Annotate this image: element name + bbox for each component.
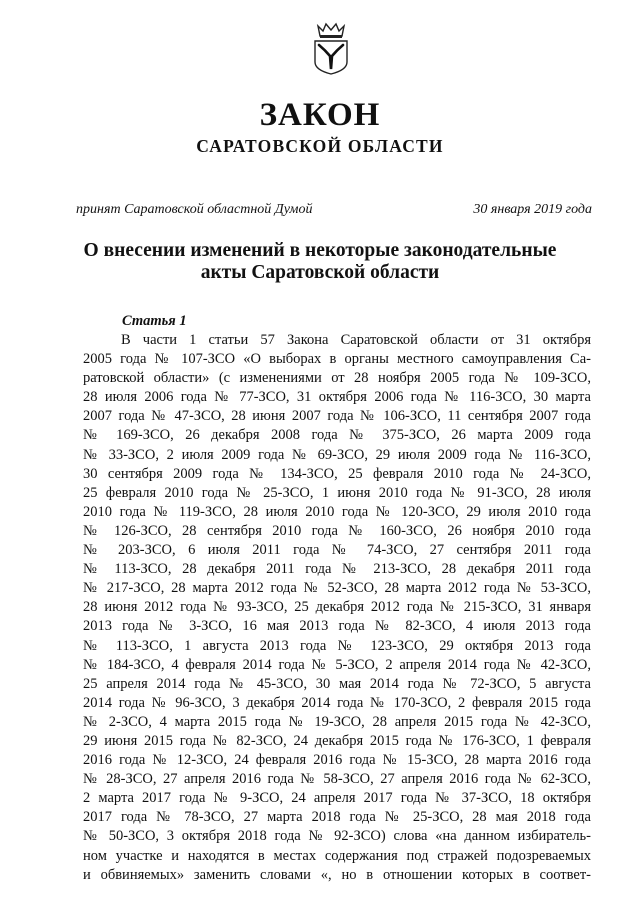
body-line: № 113-ЗСО, 1 августа 2013 года № 123-ЗСО, 29 октября 2013 года [83, 637, 591, 654]
body-line: № 203-ЗСО, 6 июля 2011 года № 74-ЗСО, 27 сентября 2011 года [83, 542, 591, 559]
article-label: Статья 1 [122, 313, 187, 329]
body-line: № 28-ЗСО, 27 апреля 2016 года № 58-ЗСО, 27 апреля 2016 года № 62-ЗСО, [83, 771, 591, 788]
body-line: № 50-ЗСО, 3 октября 2018 года № 92-ЗСО) слова «на данном избиратель- [83, 828, 591, 845]
body-line: 25 апреля 2014 года № 45-ЗСО, 30 мая 2014 года № 72-ЗСО, 5 августа [83, 675, 591, 692]
body-line: 2014 года № 96-ЗСО, 3 декабря 2014 года № 170-ЗСО, 2 февраля 2015 года [83, 694, 591, 711]
adopted-by-text: принят Саратовской областной Думой [76, 202, 313, 217]
body-line: 2007 года № 47-ЗСО, 28 июня 2007 года № 106-ЗСО, 11 сентября 2007 года [83, 408, 591, 425]
article-body [83, 331, 591, 885]
body-line: № 113-ЗСО, 28 декабря 2011 года № 213-ЗСО, 28 декабря 2011 года [83, 561, 591, 578]
body-line: В части 1 статьи 57 Закона Саратовской области от 31 октября [121, 332, 591, 348]
body-line: № 126-ЗСО, 28 сентября 2010 года № 160-ЗСО, 26 ноября 2010 года [83, 522, 591, 539]
body-line: № 217-ЗСО, 28 марта 2012 года № 52-ЗСО, 28 марта 2012 года № 53-ЗСО, [83, 580, 591, 597]
body-line: 25 февраля 2010 года № 25-ЗСО, 1 июня 2010 года № 91-ЗСО, 28 июля [83, 484, 591, 501]
body-line: 2 марта 2017 года № 9-ЗСО, 24 апреля 2017 года № 37-ЗСО, 18 октября [83, 790, 591, 807]
heading-line: О внесении изменений в некоторые законодательные [83, 240, 557, 261]
body-line: № 184-ЗСО, 4 февраля 2014 года № 5-ЗСО, 2 апреля 2014 года № 42-ЗСО, [83, 656, 591, 673]
body-line: № 33-ЗСО, 2 июля 2009 года № 69-ЗСО, 29 июля 2009 года № 116-ЗСО, [83, 446, 591, 463]
adoption-date: 30 января 2019 года [473, 202, 592, 217]
body-line: 29 июня 2015 года № 82-ЗСО, 24 декабря 2015 года № 176-ЗСО, 1 февраля [83, 732, 591, 749]
body-line: 30 сентября 2009 года № 134-ЗСО, 25 февраля 2010 года № 24-ЗСО, [83, 465, 591, 482]
body-line: 28 июля 2006 года № 77-ЗСО, 31 октября 2006 года № 116-ЗСО, 30 марта [83, 389, 591, 406]
body-line: № 2-ЗСО, 4 марта 2015 года № 19-ЗСО, 28 апреля 2015 года № 42-ЗСО, [83, 713, 591, 730]
body-line: 28 июня 2012 года № 93-ЗСО, 25 декабря 2012 года № 215-ЗСО, 31 января [83, 599, 591, 616]
heading-line: акты Саратовской области [200, 262, 440, 283]
body-line: 2016 года № 12-ЗСО, 24 февраля 2016 года № 15-ЗСО, 28 марта 2016 года [83, 752, 591, 769]
body-line: 2010 года № 119-ЗСО, 28 июля 2010 года № 120-ЗСО, 29 июля 2010 года [83, 503, 591, 520]
body-line: и обвиняемых» заменить словами «, но в отношении которых в соответ- [83, 866, 591, 883]
coat-of-arms-icon [311, 22, 351, 76]
body-line: 2013 года № 3-ЗСО, 16 мая 2013 года № 82-ЗСО, 4 июля 2013 года [83, 618, 591, 635]
law-heading [0, 240, 640, 284]
document-subtitle: САРАТОВСКОЙ ОБЛАСТИ [196, 136, 444, 156]
document-title: ЗАКОН [259, 97, 381, 133]
body-line: ратовской области» (с изменениями от 28 ноября 2005 года № 109-ЗСО, [83, 370, 591, 387]
body-line: 2017 года № 78-ЗСО, 27 марта 2018 года № 25-ЗСО, 28 мая 2018 года [83, 809, 591, 826]
body-line: ном участке и находятся в местах содержания под стражей подозреваемых [83, 847, 591, 864]
body-line: № 169-ЗСО, 26 декабря 2008 года № 375-ЗСО, 26 марта 2009 года [83, 427, 591, 444]
body-line: 2005 года № 107-ЗСО «О выборах в органы местного самоуправления Са- [83, 351, 591, 368]
